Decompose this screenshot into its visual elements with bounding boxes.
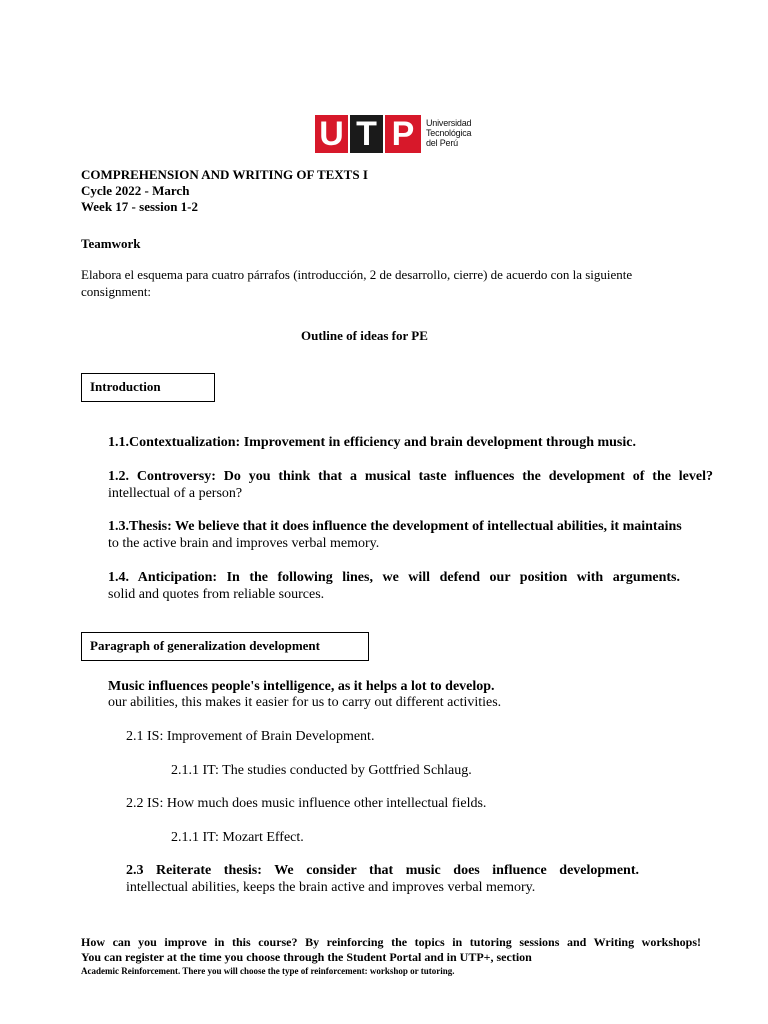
development-heading: Paragraph of generalization development bbox=[81, 632, 369, 661]
utp-logo bbox=[315, 115, 475, 155]
idea-2-1: 2.1 IS: Improvement of Brain Development. bbox=[126, 729, 375, 744]
logo-letter-p: P bbox=[385, 115, 421, 153]
logo-letter-u: U bbox=[315, 115, 348, 153]
outline-title: Outline of ideas for PE bbox=[301, 328, 428, 343]
footer-line-3: Academic Reinforcement. There you will choose the type of reinforcement: workshop or tutoring. bbox=[81, 966, 455, 976]
thesis-line-1: 1.3.Thesis: We believe that it does influence the development of intellectual abilities, it maintains bbox=[108, 519, 682, 534]
controversy-line-2: intellectual of a person? bbox=[108, 486, 243, 501]
instructions-line-1: Elabora el esquema para cuatro párrafos (introducción, 2 de desarrollo, cierre) de acuerdo con la siguiente bbox=[81, 267, 633, 282]
footer-line-1: How can you improve in this course? By reinforcing the topics in tutoring sessions and Writing workshops! bbox=[81, 935, 701, 949]
week-label: Week 17 - session 1-2 bbox=[81, 199, 198, 214]
idea-2-2-1: 2.1.1 IT: Mozart Effect. bbox=[171, 830, 304, 845]
anticipation-line-1: 1.4. Anticipation: In the following lines, we will defend our position with arguments. bbox=[108, 570, 680, 585]
idea-2-2: 2.2 IS: How much does music influence other intellectual fields. bbox=[126, 796, 487, 811]
introduction-heading: Introduction bbox=[81, 373, 215, 402]
thesis-line-2: to the active brain and improves verbal memory. bbox=[108, 536, 380, 551]
anticipation-line-2: solid and quotes from reliable sources. bbox=[108, 587, 325, 602]
development-topic-line-2: our abilities, this makes it easier for us to carry out different activities. bbox=[108, 695, 502, 710]
logo-letter-t: T bbox=[350, 115, 383, 153]
reiterate-thesis-line-2: intellectual abilities, keeps the brain active and improves verbal memory. bbox=[126, 880, 536, 895]
idea-2-1-1: 2.1.1 IT: The studies conducted by Gottfried Schlaug. bbox=[171, 763, 472, 778]
instructions-line-2: consignment: bbox=[81, 284, 152, 299]
cycle-label: Cycle 2022 - March bbox=[81, 183, 190, 198]
reiterate-thesis-line-1: 2.3 Reiterate thesis: We consider that music does influence development. bbox=[126, 863, 639, 878]
course-title: COMPREHENSION AND WRITING OF TEXTS I bbox=[81, 167, 368, 182]
logo-university-name: Universidad Tecnológica del Perú bbox=[426, 118, 472, 148]
contextualization: 1.1.Contextualization: Improvement in efficiency and brain development through music. bbox=[108, 435, 636, 450]
controversy-line-1: 1.2. Controversy: Do you think that a musical taste influences the development of the level? bbox=[108, 469, 713, 484]
footer-line-2: You can register at the time you choose through the Student Portal and in UTP+, section bbox=[81, 950, 532, 964]
teamwork-label: Teamwork bbox=[81, 236, 141, 251]
development-topic-line-1: Music influences people's intelligence, as it helps a lot to develop. bbox=[108, 679, 495, 694]
